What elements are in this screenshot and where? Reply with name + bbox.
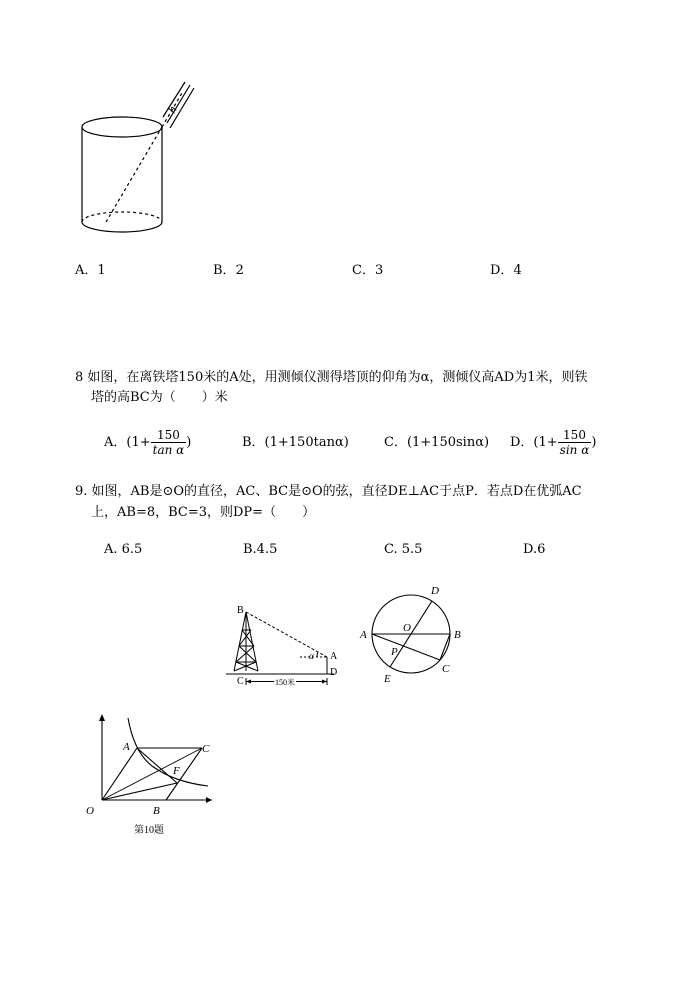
circle-label-b: B: [454, 629, 461, 641]
q9-option-c: C. 5.5: [384, 542, 423, 557]
q10-label-b: B: [153, 805, 160, 817]
tower-label-d: D: [330, 667, 338, 678]
q8-option-b: B．(1+150tanα): [242, 435, 349, 450]
q8-stem-line1: 8 如图，在离铁塔150米的A处，用测倾仪测得塔顶的仰角为α，测倾仪高AD为1米，则铁: [75, 370, 588, 385]
q9-option-d: D.6: [523, 542, 546, 557]
q10-label-c: C: [202, 743, 210, 755]
circle-figure: [358, 580, 478, 688]
q8-option-d: D．(1+ $\frac{150}{\text{sin α}}$ ): [510, 428, 597, 457]
cylinder-figure: [70, 80, 210, 240]
tower-label-alpha: α: [309, 651, 314, 661]
q7-option-a: A．1: [75, 263, 106, 278]
q10-figure: [82, 712, 218, 840]
q7-option-d: D．4: [490, 263, 522, 278]
q8-option-c: C．(1+150sinα): [384, 435, 490, 450]
q9-option-a: A. 6.5: [104, 542, 143, 557]
tower-figure: [222, 598, 350, 690]
q10-label-f: F: [173, 765, 180, 777]
tower-label-c: C: [237, 676, 244, 687]
q7-option-b: B．2: [213, 263, 244, 278]
q9-stem-line2: 上，AB=8，BC=3，则DP=（ ）: [91, 505, 316, 520]
q10-label-a: A: [123, 741, 130, 753]
tower-label-b: B: [237, 605, 244, 616]
circle-label-c: C: [442, 663, 450, 675]
q8-stem-line2: 塔的高BC为（ ）米: [91, 390, 228, 405]
q9-stem-line1: 9. 如图，AB是⊙O的直径，AC、BC是⊙O的弦，直径DE⊥AC于点P．若点D在优弧AC: [75, 484, 582, 499]
tower-label-a: A: [330, 651, 338, 662]
circle-label-o: O: [403, 622, 411, 634]
q8-option-a: A．(1+ $\frac{150}{\text{tan α}}$ ): [104, 428, 192, 457]
q10-caption: 第10题: [134, 825, 164, 836]
label-h: h: [164, 103, 180, 116]
circle-label-e: E: [384, 673, 391, 685]
circle-label-p: P: [391, 646, 398, 658]
q7-option-c: C．3: [352, 263, 384, 278]
q10-label-o: O: [86, 805, 94, 817]
circle-label-a: A: [360, 629, 367, 641]
q9-option-b: B.4.5: [243, 542, 278, 557]
circle-label-d: D: [431, 585, 439, 597]
tower-label-distance: 150米: [275, 678, 295, 687]
